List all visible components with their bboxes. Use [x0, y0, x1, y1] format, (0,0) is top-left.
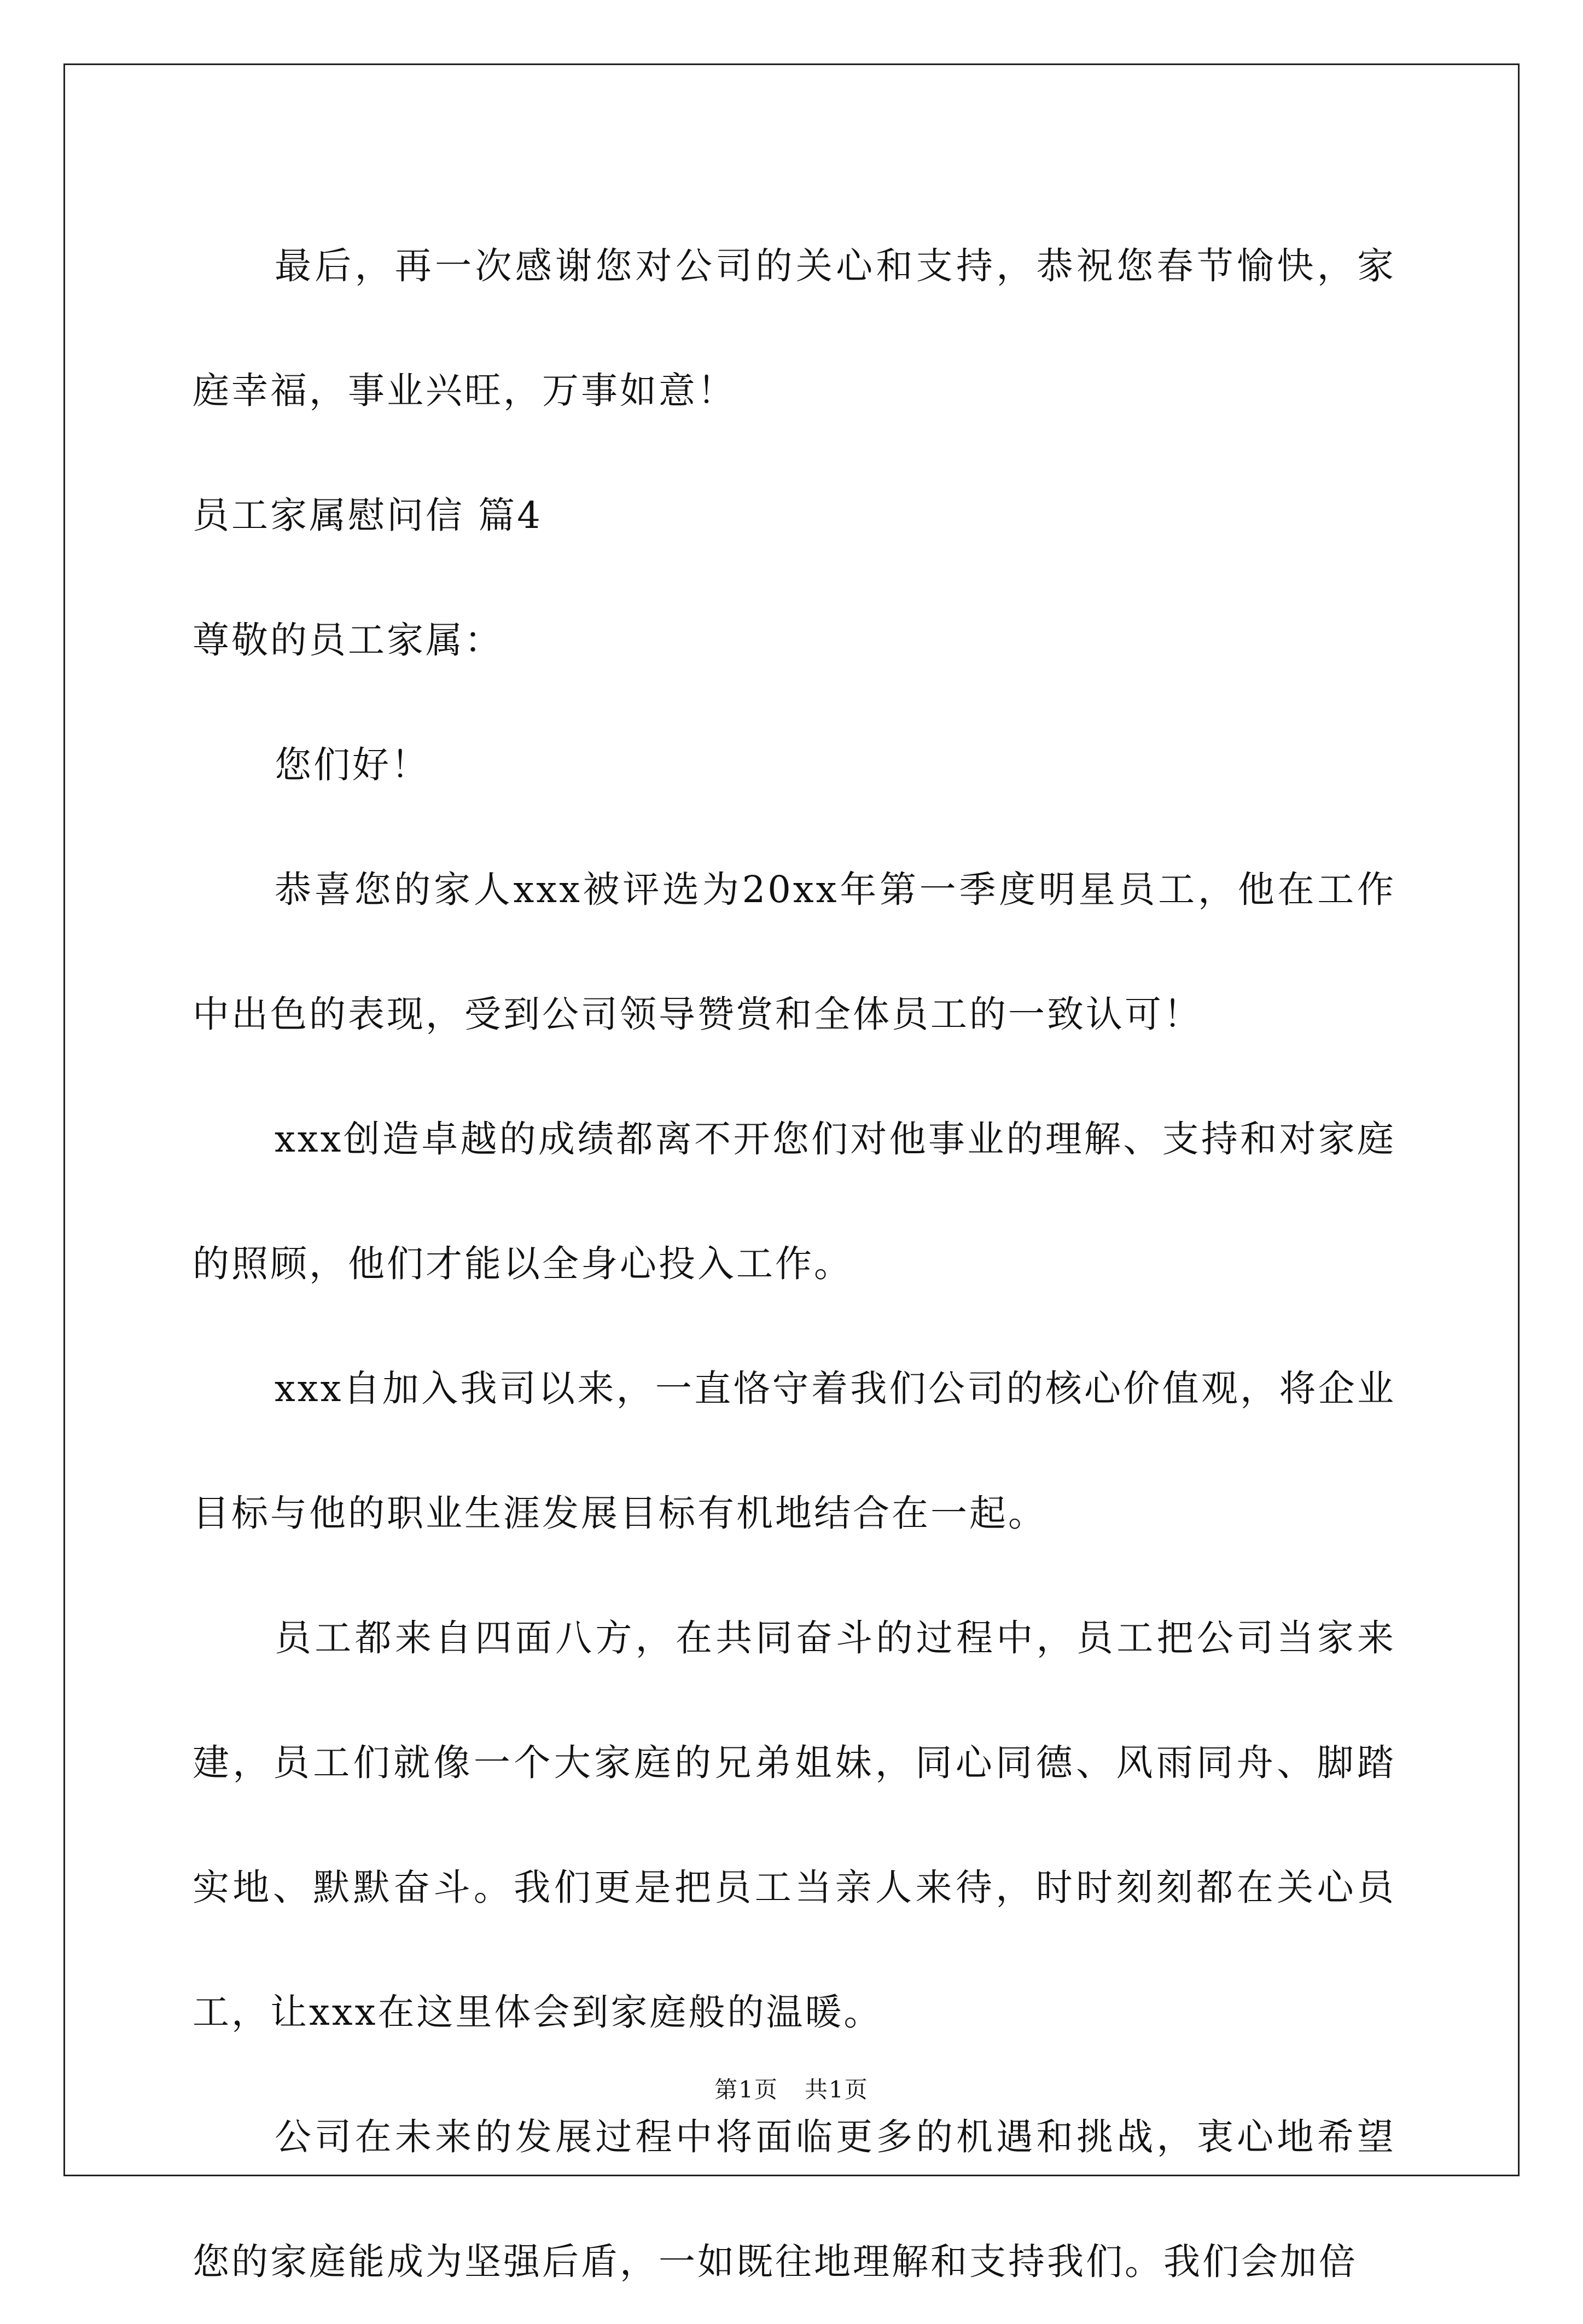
- body-paragraph: xxx创造卓越的成绩都离不开您们对他事业的理解、支持和对家庭的照顾，他们才能以全身心投入工作。: [193, 1118, 1396, 1285]
- page-total: 共1页: [805, 2076, 869, 2103]
- salutation: 尊敬的员工家属：: [193, 619, 503, 661]
- page-footer: [0, 2073, 1583, 2106]
- body-paragraph: 公司在未来的发展过程中将面临更多的机遇和挑战，衷心地希望您的家庭能成为坚强后盾，一如既往地理解和支持我们。我们会加倍: [193, 2116, 1396, 2283]
- section-title: 员工家属慰问信 篇4: [193, 494, 543, 537]
- document-body: [193, 204, 1396, 2324]
- body-paragraph: 恭喜您的家人xxx被评选为20xx年第一季度明星员工，他在工作中出色的表现，受到公司领导赞赏和全体员工的一致认可！: [193, 868, 1396, 1036]
- closing-paragraph: 最后，再一次感谢您对公司的关心和支持，恭祝您春节愉快，家庭幸福，事业兴旺，万事如意！: [193, 245, 1396, 412]
- page-number: 第1页: [714, 2076, 778, 2103]
- greeting: 您们好！: [275, 743, 430, 786]
- body-paragraph: xxx自加入我司以来，一直恪守着我们公司的核心价值观，将企业目标与他的职业生涯发展目标有机地结合在一起。: [193, 1367, 1396, 1535]
- body-paragraph: 员工都来自四面八方，在共同奋斗的过程中，员工把公司当家来建，员工们就像一个大家庭的兄弟姐妹，同心同德、风雨同舟、脚踏实地、默默奋斗。我们更是把员工当亲人来待，时时刻刻都在关心员工，让xxx在这里体会到家庭般的温暖。: [193, 1617, 1396, 2034]
